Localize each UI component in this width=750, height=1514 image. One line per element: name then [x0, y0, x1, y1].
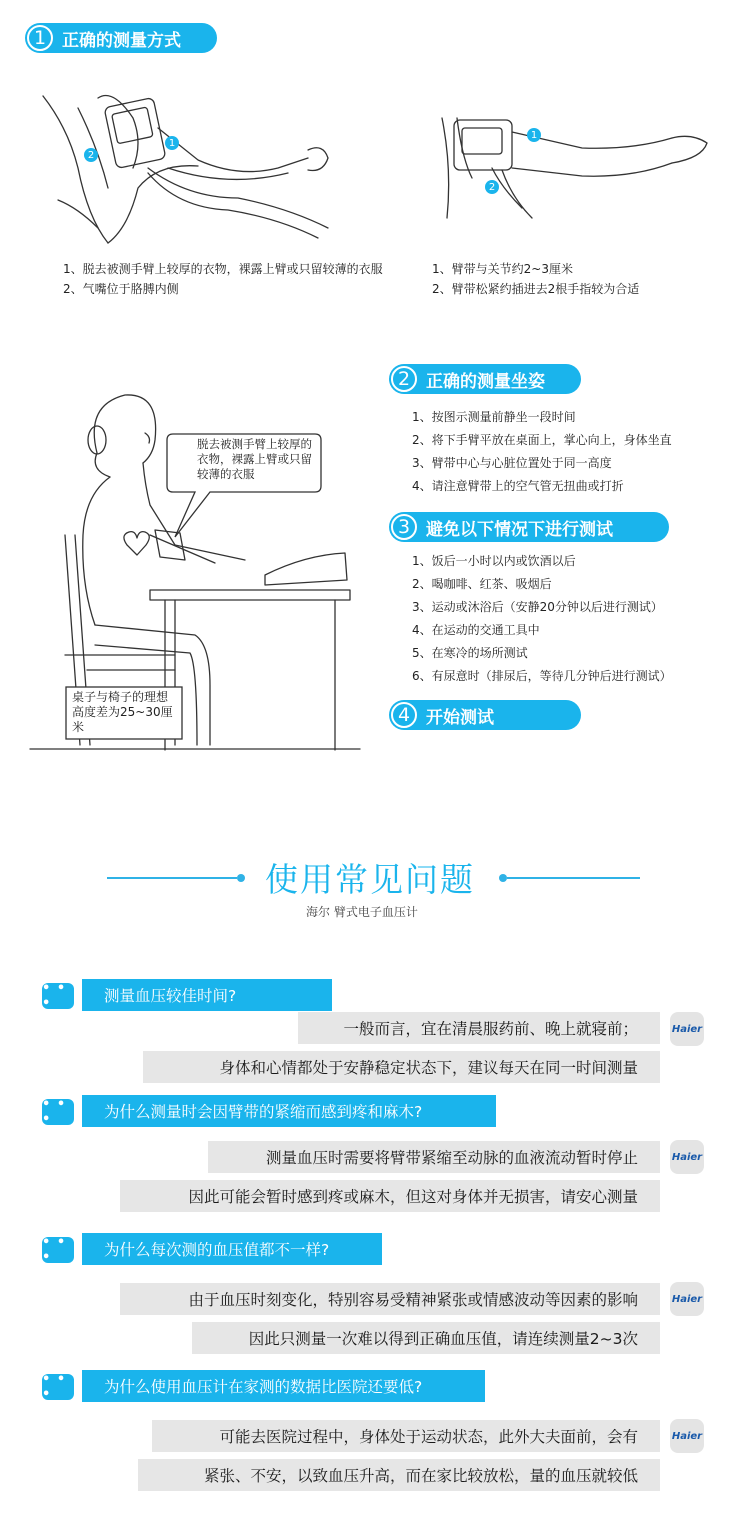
haier-logo: Haier — [670, 1012, 704, 1046]
faq-divider-right — [507, 877, 640, 879]
step-1-header — [25, 23, 217, 53]
marker-1-right: 1 — [527, 128, 541, 142]
right-note-2: 2、臂带松紧约插进去2根手指较为合适 — [432, 282, 640, 296]
step-2-item: 4、请注意臂带上的空气管无扭曲或打折 — [412, 479, 624, 493]
faq-divider-dot-left — [237, 874, 245, 882]
faq-answer-2a: 测量血压时需要将臂带紧缩至动脉的血液流动暂时停止 — [208, 1141, 660, 1173]
marker-2-right: 2 — [485, 180, 499, 194]
step-number: 2 — [391, 366, 417, 392]
step-number: 3 — [391, 514, 417, 540]
faq-question-4: 为什么使用血压计在家测的数据比医院还要低? — [82, 1370, 485, 1402]
faq-answer-4b: 紧张、不安，以致血压升高，而在家比较放松，量的血压就较低 — [138, 1459, 660, 1491]
faq-answer-3b: 因此只测量一次难以得到正确血压值，请连续测量2~3次 — [192, 1322, 660, 1354]
faq-subtitle: 海尔 臂式电子血压计 — [306, 905, 418, 919]
step-2-header — [389, 364, 581, 394]
left-note-2: 2、气嘴位于胳膊内侧 — [63, 282, 179, 296]
step-3-item: 2、喝咖啡、红茶、吸烟后 — [412, 577, 552, 591]
faq-answer-2b: 因此可能会暂时感到疼或麻木，但这对身体并无损害，请安心测量 — [120, 1180, 660, 1212]
step-3-item: 3、运动或沐浴后（安静20分钟以后进行测试） — [412, 600, 663, 614]
question-dots-icon: • • • — [42, 983, 74, 1009]
question-dots-icon: • • • — [42, 1374, 74, 1400]
faq-question-3: 为什么每次测的血压值都不一样? — [82, 1233, 382, 1265]
step-title: 开始测试 — [426, 707, 494, 728]
question-dots-icon: • • • — [42, 1237, 74, 1263]
haier-logo: Haier — [670, 1419, 704, 1453]
step-number: 4 — [391, 702, 417, 728]
faq-answer-1b: 身体和心情都处于安静稳定状态下，建议每天在同一时间测量 — [143, 1051, 660, 1083]
step-3-item: 1、饭后一小时以内或饮酒以后 — [412, 554, 576, 568]
step-title: 正确的测量坐姿 — [426, 371, 545, 392]
step-title: 正确的测量方式 — [62, 30, 181, 51]
arm-cuff-illustration-right — [432, 108, 712, 228]
faq-divider-left — [107, 877, 237, 879]
faq-answer-4a: 可能去医院过程中，身体处于运动状态，此外大夫面前，会有 — [152, 1420, 660, 1452]
question-dots-icon: • • • — [42, 1099, 74, 1125]
left-note-1: 1、脱去被测手臂上较厚的衣物，裸露上臂或只留较薄的衣服 — [63, 262, 383, 276]
faq-title: 使用常见问题 — [265, 860, 475, 899]
speech-bubble-top: 脱去被测手臂上较厚的衣物，裸露上臂或只留较薄的衣服 — [197, 437, 312, 481]
step-2-item: 1、按图示测量前静坐一段时间 — [412, 410, 576, 424]
step-4-header — [389, 700, 581, 730]
faq-divider-dot-right — [499, 874, 507, 882]
step-3-item: 5、在寒冷的场所测试 — [412, 646, 528, 660]
faq-question-1: 测量血压较佳时间? — [82, 979, 332, 1011]
faq-question-2: 为什么测量时会因臂带的紧缩而感到疼和麻木? — [82, 1095, 496, 1127]
marker-2: 2 — [84, 148, 98, 162]
haier-logo: Haier — [670, 1140, 704, 1174]
marker-1: 1 — [165, 136, 179, 150]
faq-answer-3a: 由于血压时刻变化，特别容易受精神紧张或情感波动等因素的影响 — [120, 1283, 660, 1315]
arm-cuff-illustration-left — [38, 88, 338, 248]
step-title: 避免以下情况下进行测试 — [426, 519, 613, 540]
step-2-item: 3、臂带中心与心脏位置处于同一高度 — [412, 456, 612, 470]
step-number: 1 — [27, 25, 53, 51]
right-note-1: 1、臂带与关节约2~3厘米 — [432, 262, 573, 276]
haier-logo: Haier — [670, 1282, 704, 1316]
step-3-header — [389, 512, 669, 542]
faq-answer-1a: 一般而言，宜在清晨服药前、晚上就寝前； — [298, 1012, 660, 1044]
step-2-item: 2、将下手臂平放在桌面上，掌心向上，身体坐直 — [412, 433, 672, 447]
step-3-item: 4、在运动的交通工具中 — [412, 623, 540, 637]
step-3-item: 6、有尿意时（排尿后，等待几分钟后进行测试） — [412, 669, 672, 683]
speech-bubble-bottom: 桌子与椅子的理想高度差为25~30厘米 — [72, 690, 173, 734]
